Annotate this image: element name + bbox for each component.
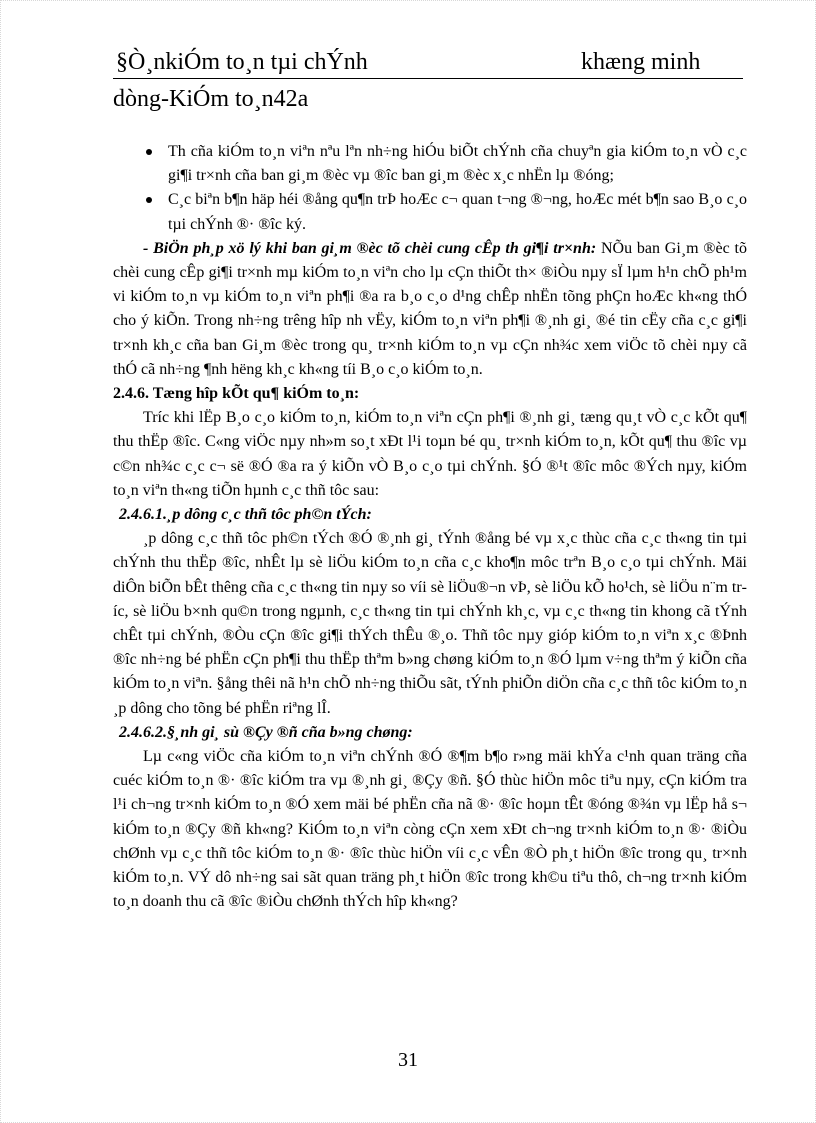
bullet-item: [113, 188, 747, 236]
header-title: §Ò¸nkiÓm to¸n tµi chÝnh: [116, 49, 368, 75]
bullet-icon: [146, 197, 152, 203]
bullet-text: C¸c biªn b¶n häp héi ®ång qu¶n trÞ hoÆc c¬ quan t¬ng ®¬ng, hoÆc mét b¶n sao B¸o c¸o tµi chÝnh ®· ®îc ký.: [168, 191, 747, 233]
bullet-text: Th cña kiÓm to¸n viªn nªu lªn nh÷ng hiÓu biÕt chÝnh cña chuyªn gia kiÓm to¸n vÒ c¸c gi¶i tr×nh cña ban gi¸m ®èc vµ ®îc ban gi¸m ®èc x¸c nhËn lµ ®óng;: [168, 143, 747, 185]
header-subtitle: dòng-KiÓm to¸n42a: [113, 86, 309, 112]
section-heading: 2.4.6. Tæng hîp kÕt qu¶ kiÓm to¸n:: [113, 385, 360, 403]
paragraph-lead: - BiÖn ph¸p xö lý khi ban gi¸m ®èc tõ chèi cung cÊp th gi¶i tr×nh:: [143, 239, 597, 257]
document-body: [113, 140, 747, 915]
bullet-icon: [146, 149, 152, 155]
subsection-heading: 2.4.6.2.§¸nh gi¸ sù ®Çy ®ñ cña b»ng chøng:: [119, 723, 413, 741]
page-number: 31: [398, 1049, 418, 1071]
subsection-heading: 2.4.6.1.¸p dông c¸c thñ tôc ph©n tÝch:: [119, 506, 372, 524]
paragraph-evidence: Lµ c«ng viÖc cña kiÓm to¸n viªn chÝnh ®Ó ®¶m b¶o r»ng mäi khÝa c¹nh quan träng cña cuéc kiÓm to¸n ®· ®îc kiÓm tra vµ ®¸nh gi¸ ®Çy ®ñ. §Ó thùc hiÖn môc tiªu nµy, cÇn kiÓm tra l¹i ch¬ng tr×nh kiÓm to¸n ®Ó xem mäi bé phËn cña nã ®· ®îc hoµn tÊt ®óng ®¾n vµ lËp hå s¬ kiÓm to¸n ®Çy ®ñ kh«ng? KiÓm to¸n viªn còng cÇn xem xÐt ch¬ng tr×nh kiÓm to¸n ®· ®iÒu chØnh vµ c¸c thñ tôc kiÓm to¸n ®· ®îc thùc hiÖn víi c¸c vÊn ®Ò ph¸t hiÖn ®îc trong qu¸ tr×nh kiÓm to¸n. VÝ dô nh÷ng sai sãt quan träng ph¸t hiÖn ®îc trong kh©u tiªu thô, ch¬ng tr×nh kiÓm to¸n doanh thu cã ®îc ®iÒu chØnh thÝch hîp kh«ng?: [113, 748, 747, 911]
header-rule: [113, 46, 743, 79]
bullet-item: [113, 140, 747, 188]
header-author: khæng minh: [581, 49, 701, 75]
bullet-list: [113, 140, 747, 237]
paragraph-summary: Tríc khi lËp B¸o c¸o kiÓm to¸n, kiÓm to¸n viªn cÇn ph¶i ®¸nh gi¸ tæng qu¸t vÒ c¸c kÕt qu¶ thu thËp ®îc. C«ng viÖc nµy nh»m so¸t xÐt l¹i toµn bé qu¸ tr×nh kiÓm to¸n, kÕt qu¶ thu ®îc vµ c©n nh¾c c¸c c¬ së ®Ó ®a ra ý kiÕn vÒ B¸o c¸o tµi chÝnh. §Ó ®¹t ®îc môc ®Ých nµy, kiÓm to¸n viªn th«ng tiÕn hµnh c¸c thñ tôc sau:: [113, 409, 747, 499]
page-header: [113, 46, 743, 115]
paragraph-text: NÕu ban Gi¸m ®èc tõ chèi cung cÊp gi¶i tr×nh mµ kiÓm to¸n viªn cho lµ cÇn thiÕt th× ®iÒu nµy sÏ lµm h¹n chÕ ph¹m vi kiÓm to¸n vµ kiÓm to¸n viªn ph¶i ®a ra b¸o c¸o d¹ng chÊp nhËn tõng phÇn hoÆc kh«ng thÓ cho ý kiÕn. Trong nh÷ng trêng hîp nh vËy, kiÓm to¸n viªn ph¶i ®¸nh gi¸ ®é tin cËy cña c¸c gi¶i tr×nh kh¸c cña ban Gi¸m ®èc trong qu¸ tr×nh kiÓm to¸n vµ cÇn nh¾c xem viÖc tõ chèi nµy cã thÓ cã nh÷ng ¶nh hëng kh¸c kh«ng tíi B¸o c¸o kiÓm to¸n.: [113, 239, 747, 378]
paragraph-refusal: [113, 237, 747, 382]
paragraph-analytics: ¸p dông c¸c thñ tôc ph©n tÝch ®Ó ®¸nh gi¸ tÝnh ®ång bé vµ x¸c thùc cña c¸c th«ng tin tµi chÝnh thu thËp ®îc, nhÊt lµ sè liÖu kiÓm to¸n cña c¸c kho¶n môc trªn B¸o c¸o tµi chÝnh. Mäi diÔn biÕn bÊt thêng cña c¸c th«ng tin nµy so víi sè liÖu®¬n vÞ, sè liÖu kÕ ho¹ch, sè liÖu n¨m tríc, sè liÖu b×nh qu©n trong ngµnh, c¸c th«ng tin tµi chÝnh kh¸c, vµ c¸c th«ng tin khong cã tÝnh chÊt tµi chÝnh, ®Òu cÇn ®îc gi¶i thÝch thÊu ®¸o. Thñ tôc nµy gióp kiÓm to¸n viªn x¸c ®Þnh ®îc nh÷ng bé phËn cÇn ph¶i thu thËp thªm b»ng chøng kiÓm to¸n ®Ó lµm v÷ng thªm ý kiÕn cña kiÓm to¸n viªn. §ång thêi nã h¹n chÕ nh÷ng thiÕu sãt, tÝnh phiÕn diÖn cña c¸c thñ tôc kiÓm to¸n ¸p dông cho tõng bé phËn riªng lÎ.: [113, 530, 747, 717]
